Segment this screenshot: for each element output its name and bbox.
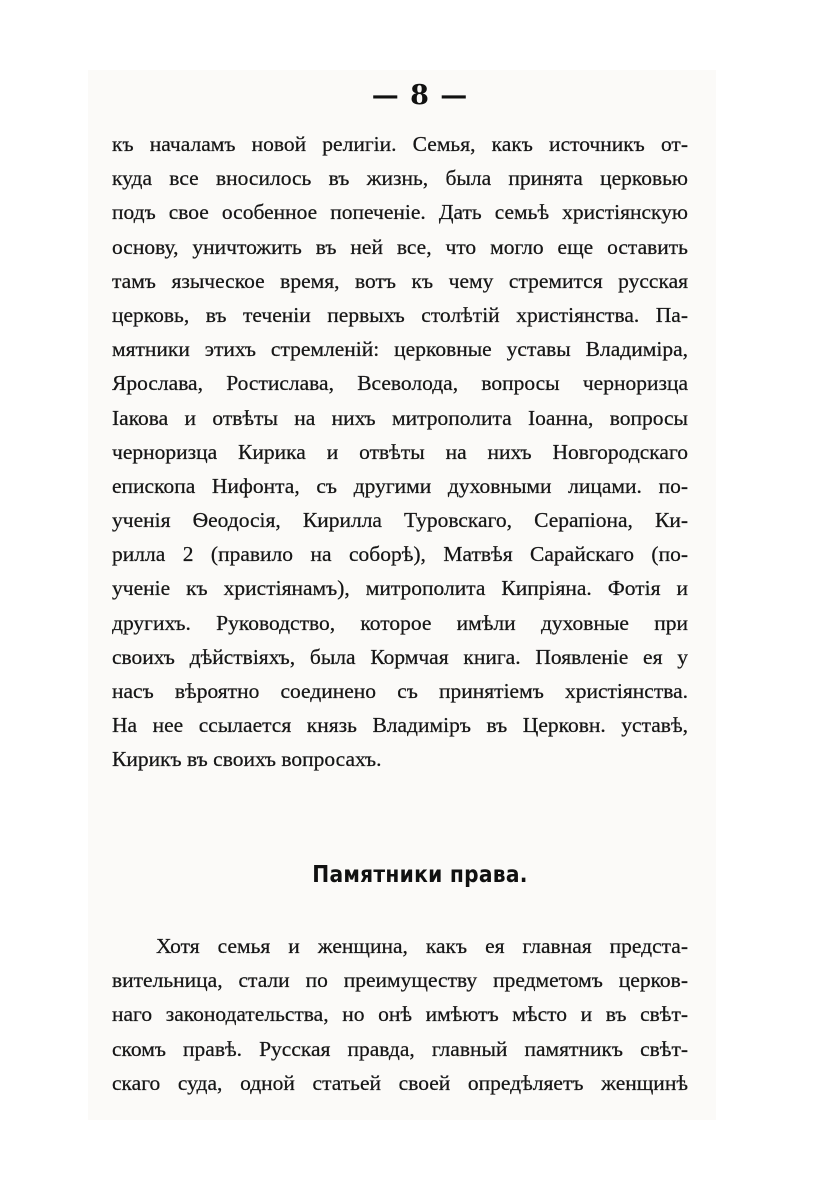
page-number: — 8 — [371,80,469,111]
text-line: рилла 2 (правило на соборѣ), Матвѣя Сарайскаго (по- [112,542,688,567]
text-line: вительница, стали по преимуществу предметомъ церков- [112,968,688,993]
text-line: наго законодательства, но онѣ имѣютъ мѣсто и въ свѣт- [112,1002,688,1027]
text-line: ученіе къ христіянамъ), митрополита Кипріяна. Фотія и [112,576,688,601]
text-line: Іакова и отвѣты на нихъ митрополита Іоанна, вопросы [112,405,688,430]
text-line: своихъ дѣйствіяхъ, была Кормчая книга. Появленіе ея у [112,644,688,669]
text-line: На нее ссылается князь Владиміръ въ Церковн. уставѣ, [112,713,688,738]
text-line: скомъ правѣ. Русская правда, главный памятникъ свѣт- [112,1036,688,1061]
text-line: основу, уничтожить въ ней все, что могло еще оставить [112,234,688,259]
text-line: церковь, въ теченіи первыхъ столѣтій христіянства. Па- [112,302,688,327]
text-line: епископа Нифонта, съ другими духовными лицами. по- [112,473,688,498]
paragraph-2 [112,929,688,1100]
text-line: мятники этихъ стремленій: церковные уставы Владиміра, [112,337,688,362]
text-line: черноризца Кирика и отвѣты на нихъ Новгородскаго [112,439,688,464]
paragraph-1 [112,127,688,777]
section-heading: Памятники права. [312,862,528,888]
text-line: Ярослава, Ростислава, Всеволода, вопросы черноризца [112,371,688,396]
text-line: подъ свое особенное попеченіе. Дать семьѣ христіянскую [112,200,688,225]
text-line: скаго суда, одной статьей своей опредѣляетъ женщинѣ [112,1070,688,1095]
text-line: къ началамъ новой религіи. Семья, какъ источникъ от- [112,132,688,156]
text-line: другихъ. Руководство, которое имѣли духовные при [112,610,688,635]
text-line: ученія Ѳеодосія, Кирилла Туровскаго, Серапіона, Ки- [112,508,688,533]
text-line: Кирикъ въ своихъ вопросахъ. [112,747,382,772]
text-line: куда все вносилось въ жизнь, была принята церковью [112,166,688,191]
text-line: Хотя семья и женщина, какъ ея главная предста- [156,934,688,958]
text-line: насъ вѣроятно соединено съ принятіемъ христіянства. [112,679,688,703]
text-line: тамъ языческое время, вотъ къ чему стремится русская [112,268,688,293]
